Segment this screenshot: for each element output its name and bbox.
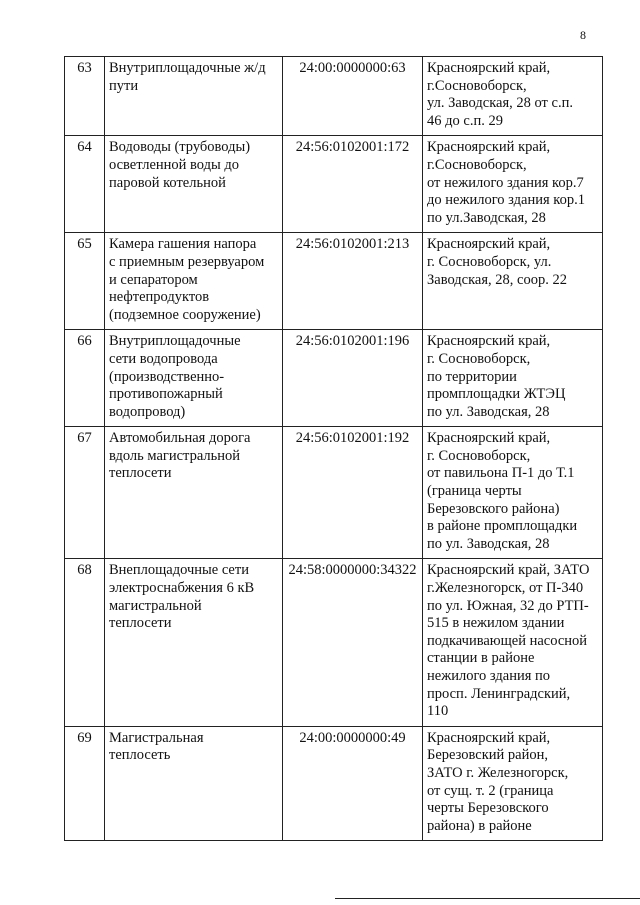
table-row [65, 136, 603, 233]
cadastral-number: 24:58:0000000:34322 [283, 559, 423, 726]
row-number: 69 [65, 726, 105, 841]
object-name: Автомобильная дорога вдоль магистральной теплосети [105, 427, 283, 559]
table-row [65, 726, 603, 841]
cadastral-number: 24:00:0000000:63 [283, 57, 423, 136]
object-address: Красноярский край, ЗАТО г.Железногорск, от П-340 по ул. Южная, 32 до РТП- 515 в нежилом здании подкачивающей насосной станции в районе нежилого здания по просп. Ленинградский, 110 [423, 559, 603, 726]
object-address: Красноярский край, г. Сосновоборск, от павильона П-1 до Т.1 (граница черты Березовского района) в районе промплощадки по ул. Заводская, 28 [423, 427, 603, 559]
row-number: 67 [65, 427, 105, 559]
cadastral-number: 24:56:0102001:192 [283, 427, 423, 559]
object-address: Красноярский край, г.Сосновоборск, от нежилого здания кор.7 до нежилого здания кор.1 по ул.Заводская, 28 [423, 136, 603, 233]
object-name: Водоводы (трубоводы) осветленной воды до паровой котельной [105, 136, 283, 233]
object-address: Красноярский край, Березовский район, ЗАТО г. Железногорск, от сущ. т. 2 (граница черты Березовского района) в районе [423, 726, 603, 841]
property-register-table [64, 56, 603, 841]
object-address: Красноярский край, г. Сосновоборск, по территории промплощадки ЖТЭЦ по ул. Заводская, 28 [423, 330, 603, 427]
cadastral-number: 24:56:0102001:213 [283, 233, 423, 330]
object-name: Камера гашения напора с приемным резервуаром и сепаратором нефтепродуктов (подземное сооружение) [105, 233, 283, 330]
table-row [65, 427, 603, 559]
table-row [65, 233, 603, 330]
row-number: 66 [65, 330, 105, 427]
cadastral-number: 24:56:0102001:172 [283, 136, 423, 233]
cadastral-number: 24:56:0102001:196 [283, 330, 423, 427]
table-row [65, 57, 603, 136]
row-number: 65 [65, 233, 105, 330]
cadastral-number: 24:00:0000000:49 [283, 726, 423, 841]
table-row [65, 330, 603, 427]
object-name: Внутриплощадочные ж/д пути [105, 57, 283, 136]
object-address: Красноярский край, г. Сосновоборск, ул. Заводская, 28, соор. 22 [423, 233, 603, 330]
object-name: Внеплощадочные сети электроснабжения 6 кВ магистральной теплосети [105, 559, 283, 726]
object-name: Магистральная теплосеть [105, 726, 283, 841]
object-address: Красноярский край, г.Сосновоборск, ул. Заводская, 28 от с.п. 46 до с.п. 29 [423, 57, 603, 136]
row-number: 64 [65, 136, 105, 233]
row-number: 68 [65, 559, 105, 726]
table-row [65, 559, 603, 726]
object-name: Внутриплощадочные сети водопровода (производственно- противопожарный водопровод) [105, 330, 283, 427]
page-number: 8 [580, 28, 586, 42]
row-number: 63 [65, 57, 105, 136]
bottom-divider [335, 898, 640, 899]
